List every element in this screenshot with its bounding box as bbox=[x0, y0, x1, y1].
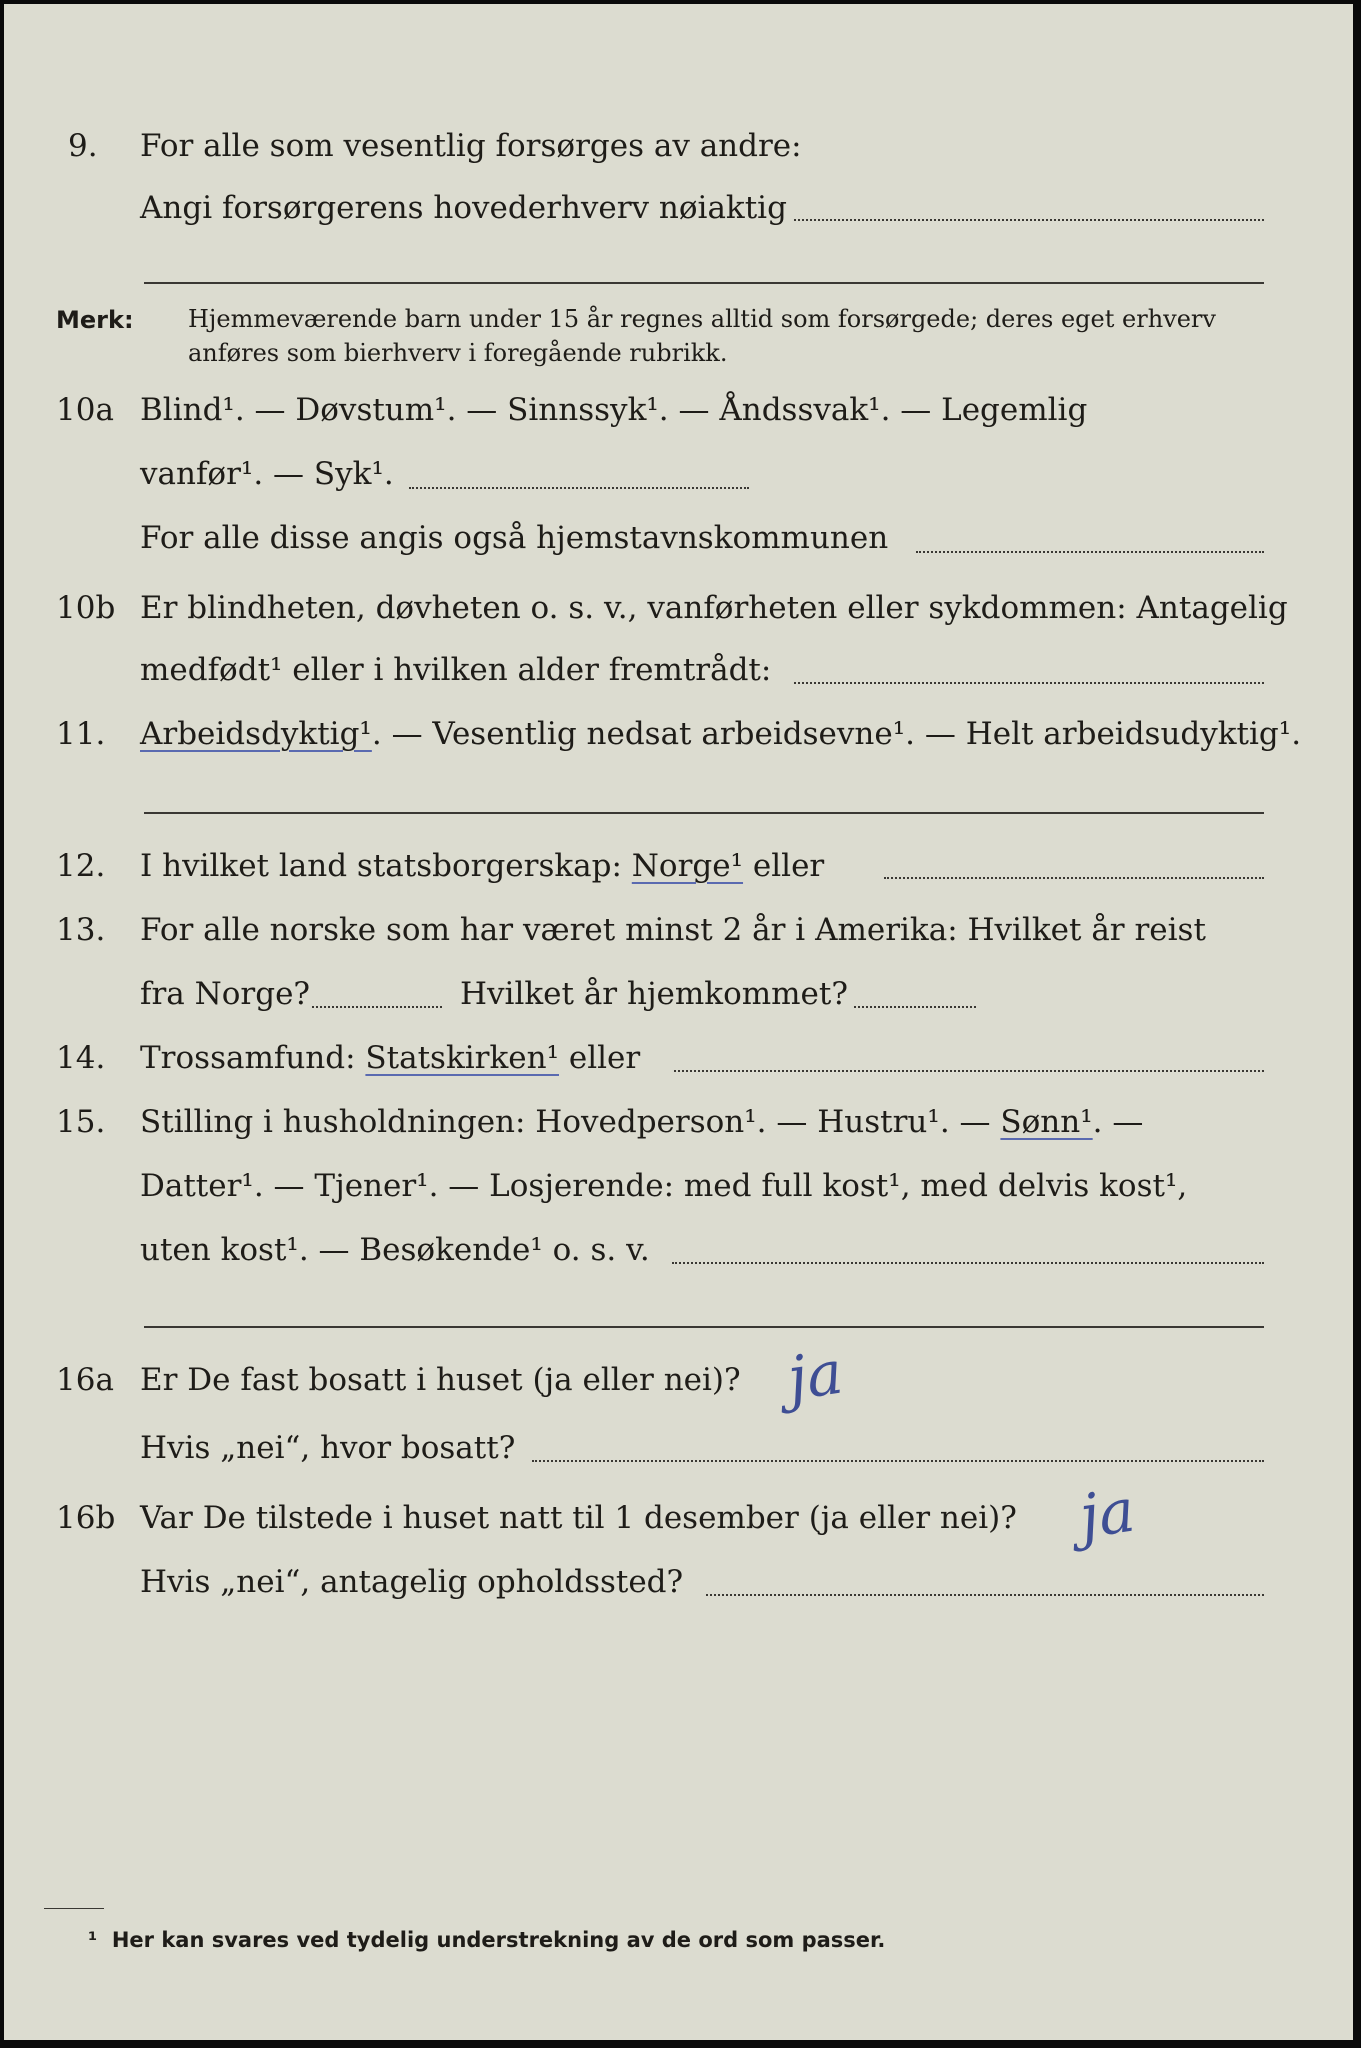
q10a-line3: For alle disse angis også hjemstavnskommunen bbox=[140, 520, 889, 556]
merk-label: Merk: bbox=[56, 306, 134, 334]
q12-text bbox=[140, 846, 824, 886]
q9-line1: For alle som vesentlig forsørges av andre: bbox=[140, 128, 802, 164]
q11-text bbox=[140, 714, 1301, 754]
q15-number: 15. bbox=[56, 1104, 106, 1140]
q14-option-statskirken[interactable]: Statskirken¹ bbox=[365, 1040, 559, 1076]
footnote-rule bbox=[44, 1908, 104, 1909]
q16a-number: 16a bbox=[56, 1362, 114, 1398]
q14-suffix: eller bbox=[568, 1040, 641, 1076]
q9-number: 9. bbox=[68, 128, 98, 164]
q16b-line1: Var De tilstede i huset natt til 1 desember (ja eller nei)? bbox=[140, 1500, 1017, 1536]
q12-prefix: I hvilket land statsborgerskap: bbox=[140, 848, 622, 884]
q15-line1-suffix: . — bbox=[1092, 1104, 1144, 1140]
q13-hjemkommet-line[interactable] bbox=[854, 1006, 976, 1008]
q16a-answer-line[interactable] bbox=[532, 1460, 1264, 1462]
q12-number: 12. bbox=[56, 848, 106, 884]
q15-line3: uten kost¹. — Besøkende¹ o. s. v. bbox=[140, 1232, 650, 1268]
q10b-line2: medfødt¹ eller i hvilken alder fremtrådt: bbox=[140, 652, 772, 688]
q9-answer-line[interactable] bbox=[794, 219, 1264, 221]
q14-answer-line[interactable] bbox=[674, 1070, 1264, 1072]
footnote-text: Her kan svares ved tydelig understrekning av de ord som passer. bbox=[111, 1928, 886, 1952]
q14-number: 14. bbox=[56, 1040, 106, 1076]
q13-line2b: Hvilket år hjemkommet? bbox=[460, 976, 848, 1012]
q15-option-sonn[interactable]: Sønn¹ bbox=[1000, 1104, 1093, 1140]
q16a-line2: Hvis „nei“, hvor bosatt? bbox=[140, 1430, 516, 1466]
q16b-answer-line[interactable] bbox=[706, 1594, 1264, 1596]
q15-divider bbox=[144, 1326, 1264, 1328]
merk-line1: Hjemmeværende barn under 15 år regnes alltid som forsørgede; deres eget erhverv bbox=[188, 305, 1216, 333]
q15-line2: Datter¹. — Tjener¹. — Losjerende: med full kost¹, med delvis kost¹, bbox=[140, 1168, 1188, 1204]
q14-prefix: Trossamfund: bbox=[140, 1040, 356, 1076]
q10a-line2: vanfør¹. — Syk¹. bbox=[140, 456, 394, 492]
q12-option-norge[interactable]: Norge¹ bbox=[631, 848, 744, 884]
q9-divider bbox=[144, 282, 1264, 284]
q16a-handwritten-answer[interactable]: ja bbox=[783, 1337, 847, 1415]
q16b-handwritten-answer[interactable]: ja bbox=[1075, 1475, 1139, 1553]
q12-answer-line[interactable] bbox=[884, 877, 1264, 879]
q10a-answer-line[interactable] bbox=[409, 487, 749, 489]
q15-line1 bbox=[140, 1102, 1143, 1142]
q10b-line1: Er blindheten, døvheten o. s. v., vanførheten eller sykdommen: Antagelig bbox=[140, 590, 1288, 626]
q15-line1-prefix: Stilling i husholdningen: Hovedperson¹. — Hustru¹. — bbox=[140, 1104, 991, 1140]
footnote-mark: ¹ bbox=[88, 1928, 98, 1952]
census-form-page bbox=[4, 4, 1353, 2040]
q11-number: 11. bbox=[56, 716, 106, 752]
q11-rest: . — Vesentlig nedsat arbeidsevne¹. — Helt arbeidsudyktig¹. bbox=[371, 716, 1302, 752]
q10a-kommune-line[interactable] bbox=[916, 551, 1264, 553]
q9-line2: Angi forsørgerens hovederhverv nøiaktig bbox=[140, 190, 787, 226]
q11-option-arbeidsdyktig[interactable]: Arbeidsdyktig¹ bbox=[140, 716, 372, 752]
q13-number: 13. bbox=[56, 912, 106, 948]
q16b-number: 16b bbox=[56, 1500, 116, 1536]
q16a-line1: Er De fast bosatt i huset (ja eller nei)? bbox=[140, 1362, 741, 1398]
q13-reist-line[interactable] bbox=[312, 1006, 442, 1008]
merk-line2: anføres som bierhverv i foregående rubrikk. bbox=[188, 339, 728, 367]
footnote bbox=[88, 1928, 885, 1952]
q15-answer-line[interactable] bbox=[672, 1262, 1264, 1264]
q13-line1: For alle norske som har været minst 2 år i Amerika: Hvilket år reist bbox=[140, 912, 1206, 948]
q10b-number: 10b bbox=[56, 590, 116, 626]
q13-line2a: fra Norge? bbox=[140, 976, 311, 1012]
q10a-number: 10a bbox=[56, 392, 114, 428]
q10b-answer-line[interactable] bbox=[794, 682, 1264, 684]
q12-suffix: eller bbox=[752, 848, 825, 884]
q14-text bbox=[140, 1038, 640, 1078]
q16b-line2: Hvis „nei“, antagelig opholdssted? bbox=[140, 1564, 684, 1600]
q11-divider bbox=[144, 812, 1264, 814]
q10a-line1: Blind¹. — Døvstum¹. — Sinnssyk¹. — Åndssvak¹. — Legemlig bbox=[140, 392, 1088, 428]
